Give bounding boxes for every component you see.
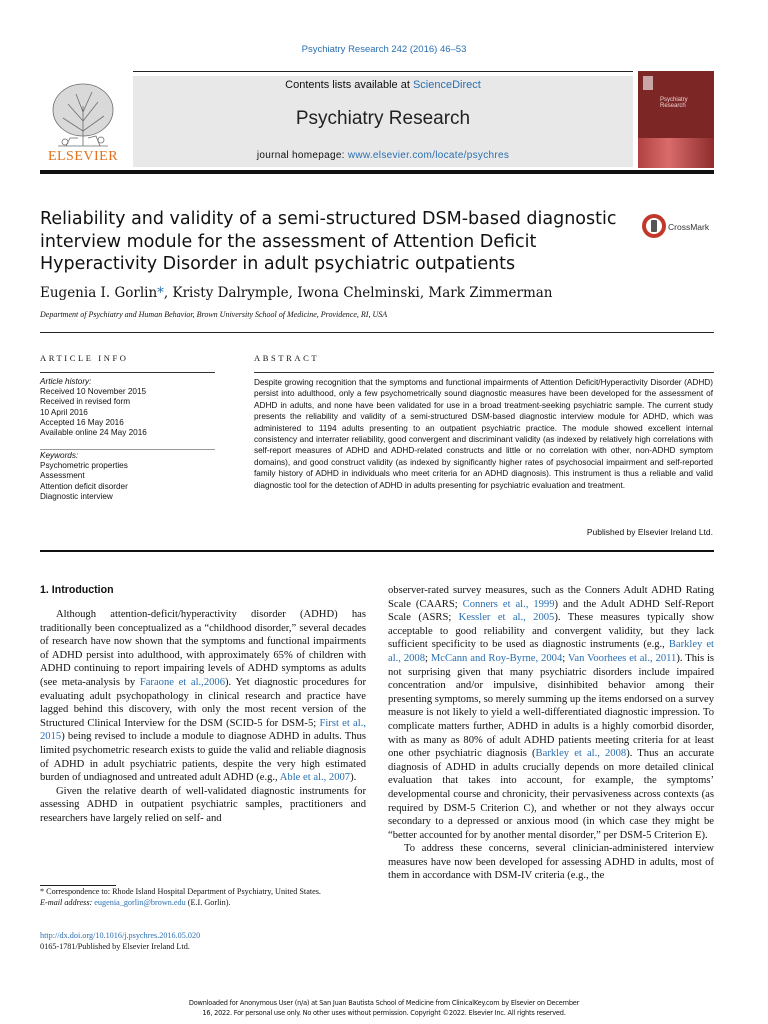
text-run: ). [350, 772, 357, 784]
journal-title: Psychiatry Research [295, 108, 471, 129]
text-run: ) and the Adult ADHD Self-Report Scale (ASRS; [388, 598, 714, 624]
history-item: Received 10 November 2015 [40, 387, 147, 397]
text-run: ). Yet diagnostic procedures for evaluating adult psychopathology in clinical research and practice have lagged behind this discovery, with only the most recent version of the Structured Clinical Interview for the DSM (SCID-5 for DSM-5; [40, 676, 366, 729]
citation-link[interactable]: McCann and Roy-Byrne, 2004 [430, 652, 563, 664]
cover-logo-icon [643, 76, 653, 90]
header-thick-rule [40, 170, 714, 174]
citation-link[interactable]: Kessler et al., 2005 [458, 612, 555, 624]
author-gorlin: Eugenia I. Gorlin [40, 285, 158, 301]
crossmark-label[interactable]: CrossMark [668, 222, 710, 232]
text-run: ). These measures typically show acceptable to good reliability and convergent validity, but they lack sufficient specificity to be used as diagnostic instruments (e.g., [388, 612, 714, 651]
article-title: Reliability and validity of a semi-structured DSM-based diagnostic interview module for the assessment of Attention Deficit Hyperactivity Disorder in adult psychiatric outpatients [40, 209, 617, 274]
text-run: ) being revised to include a module to diagnose ADHD in adults. Thus limited psychometric research exists to guide the valid and reliable diagnosis of ADHD in adult psychiatric patients, despite the very high estimated burden of undiagnosed and untreated adult ADHD (e.g., [40, 731, 366, 784]
homepage-link[interactable]: www.elsevier.com/locate/psychres [347, 150, 510, 161]
email-suffix: (E.I. Gorlin). [185, 897, 231, 907]
homepage-prefix: journal homepage: [256, 150, 348, 161]
download-line-2: 16, 2022. For personal use only. No other uses without permission. Copyright ©2022. Elsevier Inc. All rights reserved. [202, 1007, 566, 1017]
cover-image-strip [638, 138, 714, 168]
doi-block [40, 930, 200, 952]
issn-line: 0165-1781/Published by Elsevier Ireland Ltd. [40, 942, 190, 952]
text-run: ; [425, 652, 431, 664]
journal-cover-thumbnail[interactable] [638, 71, 714, 168]
paragraph: To address these concerns, several clinician-administered interview measures have now been developed for assessing ADHD in adults, most of them in accordance with DSM-IV criteria (e.g., the [388, 843, 714, 882]
paragraph [388, 584, 714, 842]
text-run: ). This is not surprising given that many psychiatric disorders include impaired concentration and/or impulsive, disinhibited behavior among their presenting symptoms, so merely summing up the items endorsed on a survey measure is not likely to yield a well-differentiated diagnostic impression. To complicate matters further, ADHD in adults is a highly comorbid disorder, with as many as 80% of adult ADHD patients meeting criteria for at least one other psychiatric diagnosis ( [388, 652, 715, 760]
text-run: Although attention-deficit/hyperactivity disorder (ADHD) has traditionally been conceptualized as a “childhood disorder,” several decades of research have now shown that the symptoms and functional impairments of ADHD persist into adulthood, with approximately 65% of children with ADHD continuing to report impairing levels of ADHD symptoms as adults (see meta-analysis by [40, 609, 366, 688]
text-run: ; [562, 652, 568, 664]
history-item: Available online 24 May 2016 [40, 428, 147, 438]
abstract-rule [254, 372, 714, 373]
info-rule [40, 372, 215, 373]
contents-prefix: Contents lists available at [285, 79, 413, 91]
right-column [388, 584, 714, 883]
download-line-1: Downloaded for Anonymous User (n/a) at San Juan Bautista School of Medicine from ClinicalKey.com by Elsevier on December [188, 998, 580, 1007]
citation-link[interactable]: Conners et al., 1999 [462, 598, 555, 610]
correspondence-text: * Correspondence to: Rhode Island Hospital Department of Psychiatry, United States. [40, 887, 321, 896]
citation-link[interactable]: Barkley et al., 2008 [388, 639, 714, 664]
citation-link[interactable]: Able et al., 2007 [279, 772, 351, 784]
info-divider [40, 449, 215, 450]
author-list [40, 285, 553, 301]
keyword-item: Attention deficit disorder [40, 481, 128, 491]
article-info-label: ARTICLE INFO [40, 353, 129, 363]
publisher-line: Published by Elsevier Ireland Ltd. [586, 527, 713, 537]
keywords [40, 451, 128, 502]
email-line [40, 898, 366, 909]
title-rule [40, 332, 714, 333]
doi-link[interactable]: http://dx.doi.org/10.1016/j.psychres.2016.05.020 [40, 931, 201, 940]
email-link[interactable]: eugenia_gorlin@brown.edu [94, 897, 186, 907]
keyword-item: Diagnostic interview [40, 491, 113, 501]
abstract-text: Despite growing recognition that the symptoms and functional impairments of Attention Deficit/Hyperactivity Disorder (ADHD) persist into adulthood, only a few psychometrically sound diagnostic measures have been developed for the assessment of ADHD in adults, and none have been validated for use in a broad treatment-seeking psychiatric sample. The current study presents the reliability and validity of a semi-structured DSM-based diagnostic interview module for ADHD, which was administered to 1194 adults presenting to an outpatient psychiatric practice. The module showed excellent internal consistency and interrater reliability, good convergent and discriminant validity (as indexed by relatively high correlations with self-report measures of ADHD and ADHD-related constructs and little or no correlation with other, non-ADHD symptom domains), and good construct validity (as indexed by significantly higher rates of psychosocial impairment and self-reported family history of ADHD in individuals who meet criteria for an ADHD diagnosis). This instrument is thus a reliable and valid diagnostic tool for the detection of ADHD in adults presenting for psychiatric evaluation and treatment. [254, 378, 713, 490]
journal-homepage [133, 150, 633, 161]
keywords-heading: Keywords: [40, 451, 79, 460]
email-label: E-mail address: [40, 897, 95, 907]
sciencedirect-link[interactable]: ScienceDirect [412, 79, 481, 91]
paragraph: Given the relative dearth of well-validated diagnostic instruments for assessing ADHD in outpatient psychiatric samples, practitioners and researchers have largely relied on self- and [40, 785, 366, 824]
elsevier-wordmark: ELSEVIER [47, 149, 119, 164]
abstract-label: ABSTRACT [254, 353, 320, 363]
article-history [40, 377, 147, 438]
paragraph [40, 608, 366, 785]
contents-availability [133, 79, 633, 91]
journal-reference[interactable]: Psychiatry Research 242 (2016) 46–53 [301, 44, 467, 55]
introduction-heading: 1. Introduction [40, 584, 114, 596]
footnote-rule [40, 885, 116, 886]
citation-link[interactable]: Barkley et al., 2008 [535, 748, 627, 760]
keyword-item: Assessment [40, 471, 85, 481]
citation-link[interactable]: Faraone et al.,2006 [139, 676, 226, 688]
citation-link[interactable]: Van Voorhees et al., 2011 [567, 652, 677, 664]
history-heading: Article history: [40, 377, 92, 386]
affiliation: Department of Psychiatry and Human Behavior, Brown University School of Medicine, Providence, RI, USA [40, 310, 388, 319]
left-column [40, 608, 366, 826]
other-authors: , Kristy Dalrymple, Iwona Chelminski, Mark Zimmerman [163, 285, 553, 301]
correspondence-footnote [40, 887, 366, 909]
history-item: Accepted 16 May 2016 [40, 417, 124, 427]
text-run: observer-rated survey measures, such as the Conners Adult ADHD Rating Scale (CAARS; [388, 585, 714, 610]
history-item: Received in revised form [40, 397, 131, 407]
download-notice [0, 998, 768, 1017]
header-top-rule [133, 71, 633, 72]
text-run: ). Thus an accurate diagnosis of ADHD in adults crucially depends on more detailed clinical evaluation that takes into account, for example, the symptoms’ developmental course and chronicity, their pervasiveness across contexts (as required by DSM-5 Criterion C), and whether or not they always occur secondary to a depressed or anxious mood (in which case they might be “better accounted for by another mental disorder,” per DSM-5 Criterion E). [388, 748, 714, 841]
abstract-bottom-rule [40, 550, 714, 552]
history-item: 10 April 2016 [40, 407, 88, 417]
keyword-item: Psychometric properties [40, 461, 128, 471]
citation-link[interactable]: First et al., 2015 [40, 717, 366, 743]
corresponding-author-mark[interactable]: * [157, 285, 164, 301]
cover-title: Psychiatry Research [660, 97, 688, 109]
